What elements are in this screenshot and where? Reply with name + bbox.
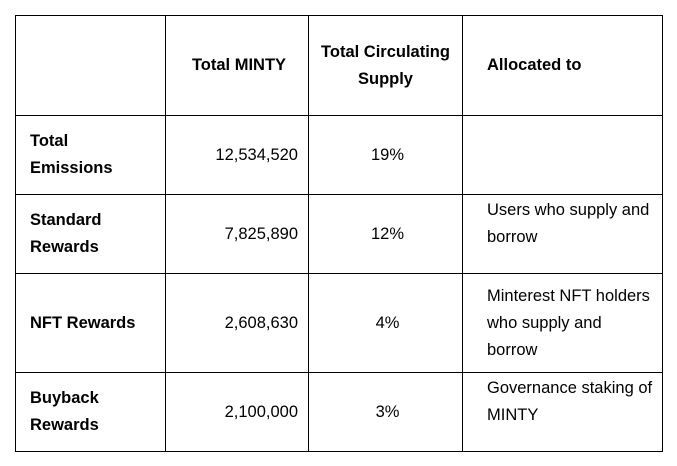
table-header-row (16, 16, 663, 116)
allocated-to-cell: Governance staking of MINTY (463, 373, 663, 452)
total-minty-cell: 7,825,890 (166, 195, 309, 274)
total-minty-cell: 2,608,630 (166, 274, 309, 373)
row-label: Buyback Rewards (16, 373, 166, 452)
emissions-table (15, 15, 663, 452)
row-label: Standard Rewards (16, 195, 166, 274)
allocated-to-cell (463, 116, 663, 195)
row-label: NFT Rewards (16, 274, 166, 373)
total-minty-cell: 2,100,000 (166, 373, 309, 452)
circulating-supply-cell: 3% (309, 373, 463, 452)
table-row (16, 274, 663, 373)
table-row (16, 116, 663, 195)
circulating-supply-cell: 19% (309, 116, 463, 195)
header-empty (16, 16, 166, 116)
header-total-minty: Total MINTY (166, 16, 309, 116)
allocated-to-cell: Minterest NFT holders who supply and borrow (463, 274, 663, 373)
table-row (16, 373, 663, 452)
header-total-circulating-supply: Total Circulating Supply (309, 16, 463, 116)
table-row (16, 195, 663, 274)
total-minty-cell: 12,534,520 (166, 116, 309, 195)
header-allocated-to: Allocated to (463, 16, 663, 116)
circulating-supply-cell: 4% (309, 274, 463, 373)
circulating-supply-cell: 12% (309, 195, 463, 274)
row-label: Total Emissions (16, 116, 166, 195)
allocated-to-cell: Users who supply and borrow (463, 195, 663, 274)
